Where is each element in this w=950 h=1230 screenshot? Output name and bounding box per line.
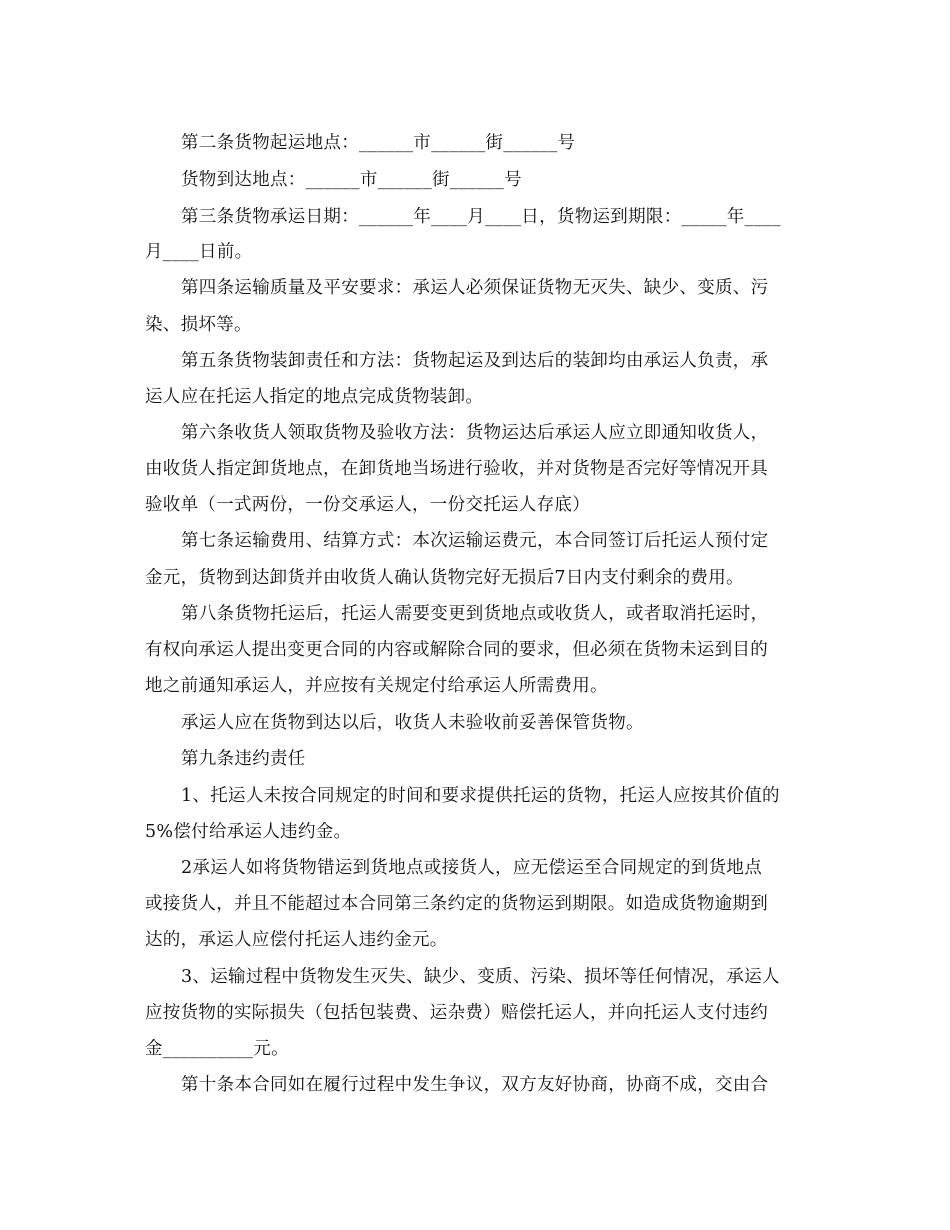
clause-3-line-3: 金__________元。 [145,1039,289,1059]
article-8-line-1: 第八条货物托运后，托运人需要变更到货地点或收货人，或者取消托运时， [181,604,769,624]
clause-2-line-2: 或接货人，并且不能超过本合同第三条约定的货物运到期限。如造成货物逾期到 [145,894,768,914]
article-4-line-1: 第四条运输质量及平安要求：承运人必须保证货物无灭失、缺少、变质、污 [181,278,769,298]
clause-2-line-1: 2承运人如将货物错运到货地点或接货人，应无偿运至合同规定的到货地点 [181,858,763,878]
article-6-line-2: 由收货人指定卸货地点，在卸货地当场进行验收，并对货物是否完好等情况开具 [145,459,768,479]
article-3-line-2: 月____日前。 [145,242,253,262]
article-5-line-2: 运人应在托运人指定的地点完成货物装卸。 [145,387,484,407]
article-7-line-2: 金元，货物到达卸货并由收货人确认货物完好无损后7日内支付剩余的费用。 [145,568,744,588]
clause-1-line-2: 5%偿付给承运人违约金。 [145,822,352,842]
article-3-line-1: 第三条货物承运日期：______年____月____日，货物运到期限：_____年____ [181,207,781,227]
article-9-heading: 第九条违约责任 [181,749,306,769]
article-10-line-1: 第十条本合同如在履行过程中发生争议，双方友好协商，协商不成，交由合 [181,1075,769,1095]
article-8-line-3: 地之前通知承运人，并应按有关规定付给承运人所需费用。 [145,676,608,696]
article-7-line-1: 第七条运输费用、结算方式：本次运输运费元，本合同签订后托运人预付定 [181,531,769,551]
clause-2-line-3: 达的，承运人应偿付托运人违约金元。 [145,930,448,950]
article-8-line-2: 有权向承运人提出变更合同的内容或解除合同的要求，但必须在货物未运到目的 [145,640,768,660]
article-2-origin-line: 第二条货物起运地点：______市______街______号 [181,133,576,153]
article-5-line-1: 第五条货物装卸责任和方法：货物起运及到达后的装卸均由承运人负责，承 [181,351,769,371]
article-4-line-2: 染、损坏等。 [145,315,252,335]
clause-1-line-1: 1、托运人未按合同规定的时间和要求提供托运的货物，托运人应按其价值的 [181,786,780,806]
carrier-custody-line: 承运人应在货物到达以后，收货人未验收前妥善保管货物。 [181,713,644,733]
clause-3-line-1: 3、运输过程中货物发生灭失、缺少、变质、污染、损坏等任何情况，承运人 [181,967,780,987]
article-6-line-1: 第六条收货人领取货物及验收方法：货物运达后承运人应立即通知收货人， [181,423,769,443]
article-6-line-3: 验收单（一式两份，一份交承运人，一份交托运人存底） [145,495,590,515]
destination-line: 货物到达地点：______市______街______号 [181,170,522,190]
clause-3-line-2: 应按货物的实际损失（包括包装费、运杂费）赔偿托运人，并向托运人支付违约 [145,1003,768,1023]
